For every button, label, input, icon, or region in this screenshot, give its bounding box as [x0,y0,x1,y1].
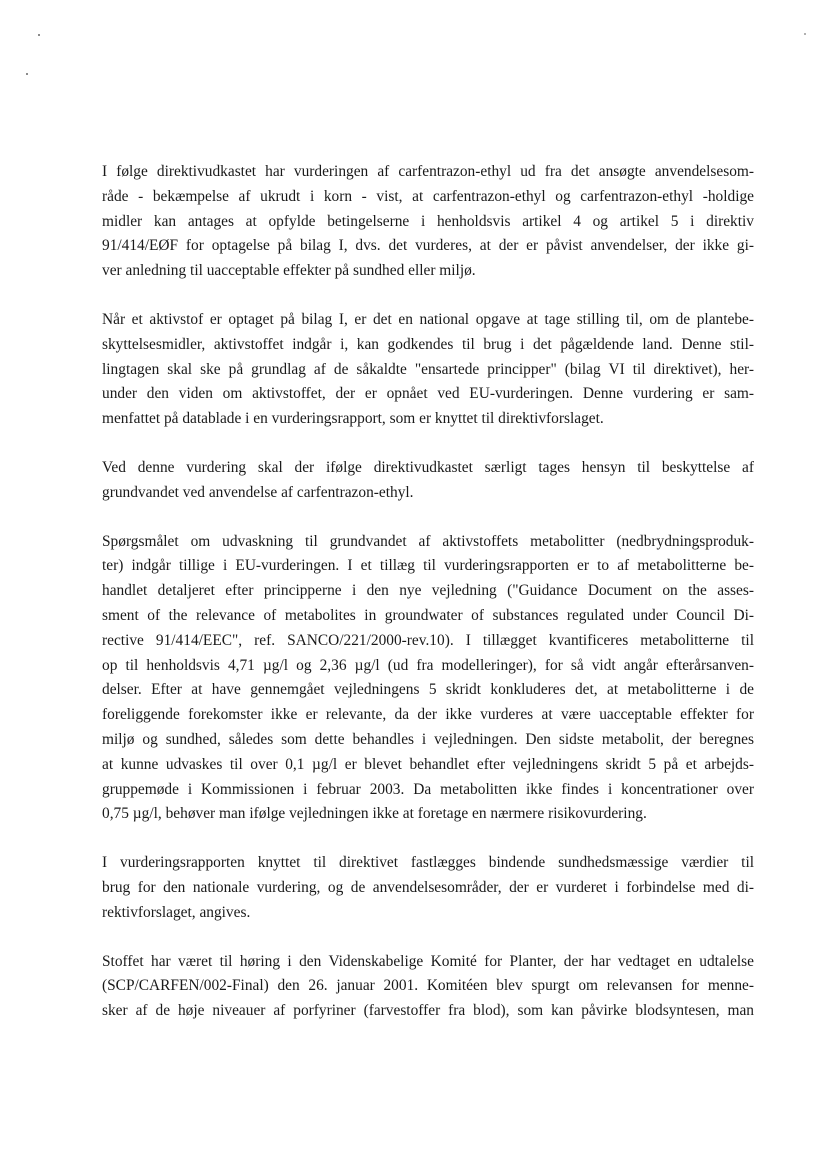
text-line: skyttelsesmidler, aktivstoffet indgår i, kan godkendes til brug i det pågældende land. Denne stil- [102,335,754,353]
text-line: 0,75 µg/l, behøver man ifølge vejledningen ikke at foretage en nærmere risikovurdering. [102,805,647,823]
paragraph [102,530,754,828]
text-line: rektivforslaget, angives. [102,903,251,921]
paragraph [102,160,754,284]
text-line: gruppemøde i Kommissionen i februar 2003. Da metabolitten ikke findes i koncentrationer over [102,780,754,798]
paragraph [102,308,754,432]
scan-speck [804,33,806,35]
text-line: foreliggende forekomster ikke er relevante, da der ikke vurderes at være uacceptable effekter for [102,706,754,724]
text-line: at kunne udvaskes til over 0,1 µg/l er blevet behandlet efter vejledningens skridt 5 på et arbejds- [102,755,754,773]
text-line: miljø og sundhed, således som dette behandles i vejledningen. Den sidste metabolit, der beregnes [102,730,754,748]
text-line: Når et aktivstof er optaget på bilag I, er det en national opgave at tage stilling til, om de plantebe- [102,310,754,328]
text-line: rective 91/414/EEC", ref. SANCO/221/2000-rev.10). I tillægget kvantificeres metabolitterne til [102,631,754,649]
text-line: delser. Efter at have gennemgået vejledningens 5 skridt konkluderes det, at metabolitterne i de [102,681,754,699]
text-line: sker af de høje niveauer af porfyriner (farvestoffer fra blod), som kan påvirke blodsyntesen, man [102,1002,754,1020]
text-line: Ved denne vurdering skal der ifølge direktivudkastet særligt tages hensyn til beskyttelse af [102,458,754,476]
text-line: Spørgsmålet om udvaskning til grundvandet af aktivstoffets metabolitter (nedbrydningsproduk- [102,532,754,550]
text-line: I følge direktivudkastet har vurderingen af carfentrazon-ethyl ud fra det ansøgte anvendelsesom- [102,163,754,180]
paragraph [102,950,754,1024]
text-line: menfattet på datablade i en vurderingsrapport, som er knyttet til direktivforslaget. [102,410,604,428]
text-line: sment of the relevance of metabolites in groundwater of substances regulated under Council Di- [102,606,754,624]
paragraph [102,456,754,506]
text-line: I vurderingsrapporten knyttet til direktivet fastlægges bindende sundhedsmæssige værdier til [102,854,754,872]
paragraph [102,851,754,925]
text-line: ter) indgår tillige i EU-vurderingen. I et tillæg til vurderingsrapporten er to af metabolitterne be- [102,557,754,575]
body-text [102,160,754,1024]
text-line: op til henholdsvis 4,71 µg/l og 2,36 µg/l (ud fra modelleringer), for så vidt angår efterårsanven- [102,656,754,674]
text-line: under den viden om aktivstoffet, der er opnået ved EU-vurderingen. Denne vurdering er sam- [102,385,754,403]
text-line: råde - bekæmpelse af ukrudt i korn - vist, at carfentrazon-ethyl og carfentrazon-ethyl -holdige [102,187,754,205]
text-line: ver anledning til uacceptable effekter på sundhed eller miljø. [102,262,476,280]
text-line: lingtagen skal ske på grundlag af de såkaldte "ensartede principper" (bilag VI til direktivet), her- [102,360,754,378]
text-line: 91/414/EØF for optagelse på bilag I, dvs. det vurderes, at der er påvist anvendelser, der ikke gi- [102,237,754,255]
text-line: midler kan antages at opfylde betingelserne i henholdsvis artikel 4 og artikel 5 i direktiv [102,212,754,230]
text-line: Stoffet har været til høring i den Videnskabelige Komité for Planter, der har vedtaget en udtalelse [102,952,754,970]
scan-speck [38,34,40,36]
text-line: (SCP/CARFEN/002-Final) den 26. januar 2001. Komitéen blev spurgt om relevansen for menne- [102,977,754,995]
text-line: brug for den nationale vurdering, og de anvendelsesområder, der er vurderet i forbindelse med di- [102,878,754,896]
text-line: handlet detaljeret efter principperne i den nye vejledning ("Guidance Document on the asses- [102,582,754,600]
scan-speck [26,73,28,75]
text-line: grundvandet ved anvendelse af carfentrazon-ethyl. [102,483,414,501]
